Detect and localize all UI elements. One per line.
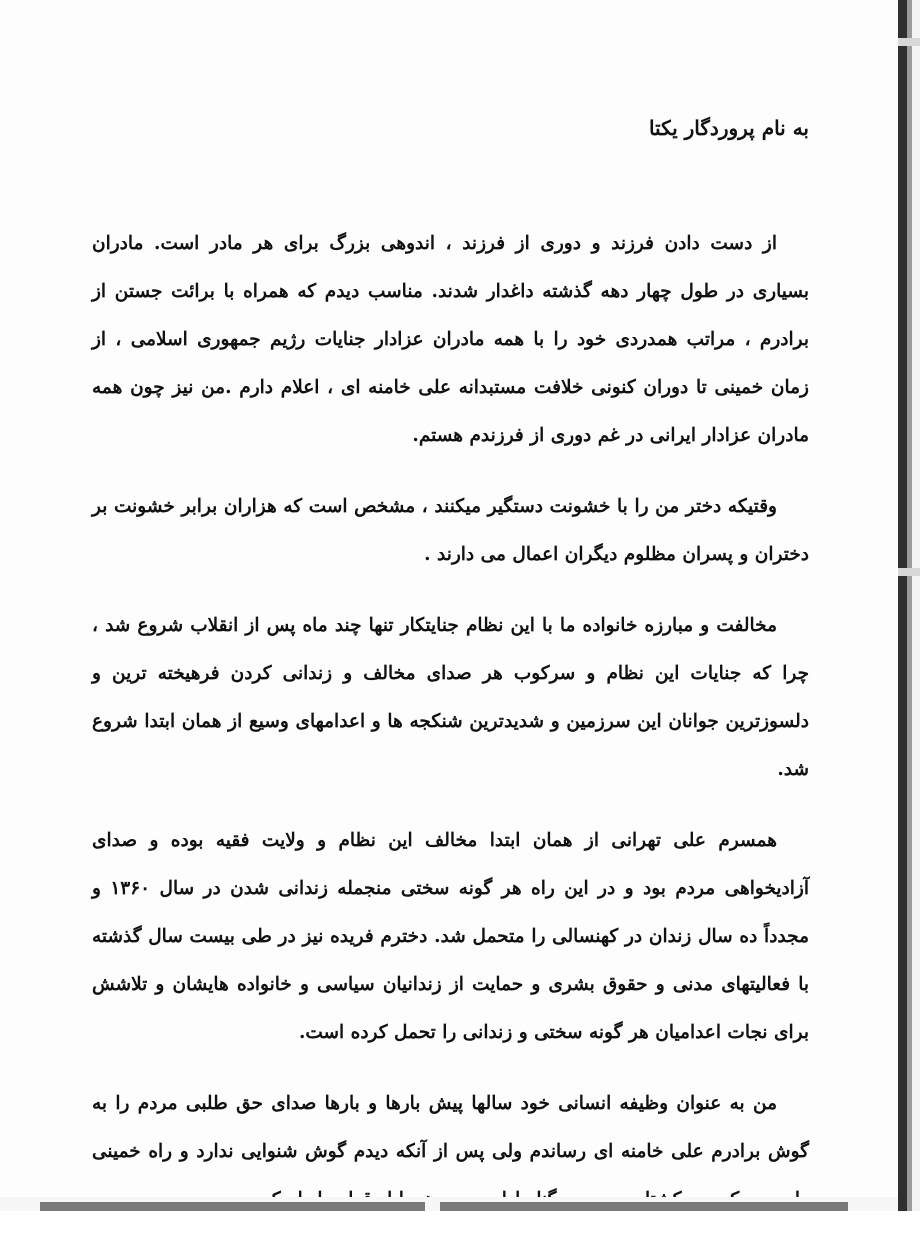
bottom-edge-segment (40, 1202, 425, 1211)
paragraph-3: مخالفت و مبارزه خانواده ما با این نظام جنایتکار تنها چند ماه پس از انقلاب شروع شد ، چرا که جنایات این نظام و سرکوب هر صدای مخالف و زندانی کردن فرهیخته ترین و دلسوزترین جوانان این سرزمین و شدیدترین شنکجه ها و اعدامهای وسیع از همان ابتدا شروع شد. (92, 615, 809, 780)
page-bottom-edge (0, 1197, 898, 1211)
paragraph-5: من به عنوان وظیفه انسانی خود سالها پیش بارها و بارها صدای حق طلبی مردم را به گوش برادرم علی خامنه ای رساندم ولی پس از آنکه دیدم گوش شنوایی ندارد و راه خمینی (92, 1093, 809, 1162)
paragraph-4: همسرم علی تهرانی از همان ابتدا مخالف این نظام و ولایت فقیه بوده و صدای آزادیخواهی مردم بود و در این راه هر گونه سختی منجمله زندانی شدن در سال ۱۳۶۰ و مجدداً ده سال زندان در کهنسالی را متحمل شد. دخترم فریده نیز در طی بیست سال گذشته با فعالیتهای مدنی و حقوق بشری و حمایت از زندانیان سیاسی و خانواده هایشان و تلاشش برای نجات اعدامیان هر گونه سختی و زندانی را تحمل کرده است. (92, 830, 810, 1043)
bottom-edge-segment (440, 1202, 848, 1211)
edge-gap (898, 38, 920, 46)
letter-body (92, 104, 809, 1247)
edge-shadow-bar (898, 0, 907, 1211)
paragraph-2: وقتیکه دختر من را با خشونت دستگیر میکنند ، مشخص است که هزاران برابر خشونت بر دختران و پسران مظلوم دیگران اعمال می دارند . (92, 496, 809, 565)
paragraph-1: از دست دادن فرزند و دوری از فرزند ، اندوهی بزرگ برای هر مادر است. مادران بسیاری در طول چهار دهه گذشته داغدار شدند. مناسب دیدم که همراه با برائت جستن از برادرم ، مراتب همدردی خود را با همه مادران عزادار جنایات رژیم جمهوری اسلامی ، از زمان خمینی تا دوران کنونی خلافت مستبدانه علی خامنه ای ، اعلام دارم .من نیز چون همه مادران عزادار ایرانی در غم دوری از فرزندم هستم. (92, 233, 809, 446)
edge-mid-bar (907, 0, 912, 1211)
letter-title: به نام پروردگار یکتا (648, 116, 809, 140)
page-right-edge (898, 0, 920, 1211)
edge-gap (898, 568, 920, 576)
